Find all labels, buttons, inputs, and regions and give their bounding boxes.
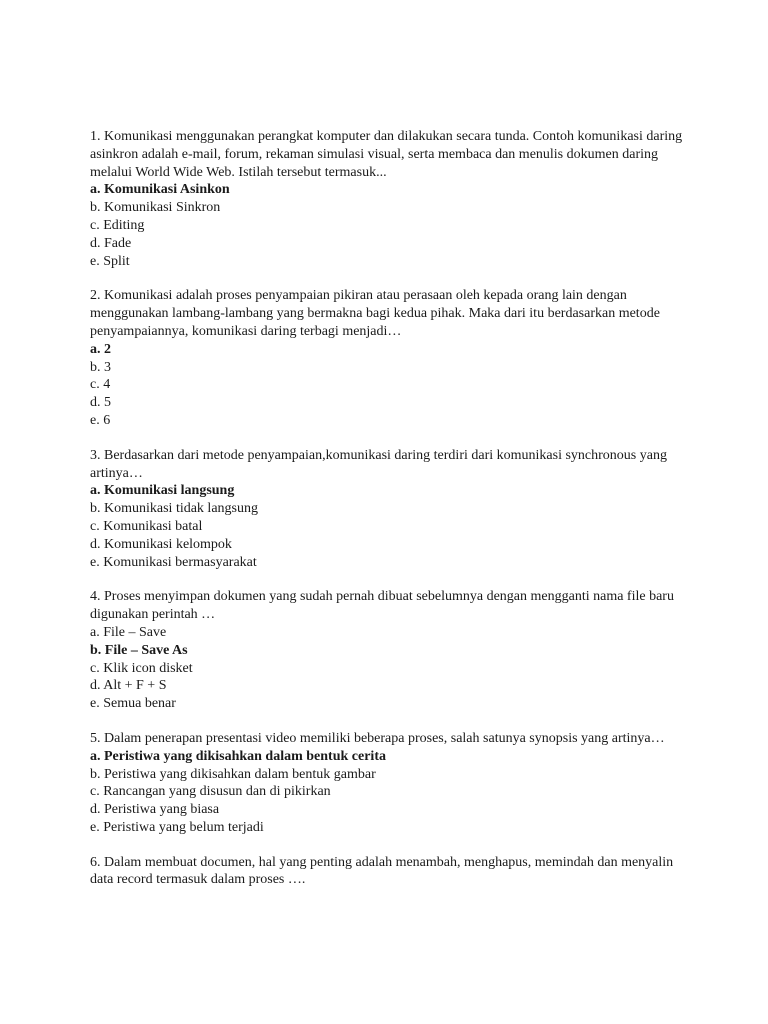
option-c: c. Rancangan yang disusun dan di pikirkan [90,784,331,800]
options-list [90,181,690,270]
option-e: e. 6 [90,412,111,428]
option-c: c. Klik icon disket [90,660,193,676]
question-6 [90,854,690,890]
option-e: e. Split [90,253,130,269]
option-b: b. Komunikasi Sinkron [90,200,221,216]
option-a-correct: a. Komunikasi Asinkon [90,182,230,198]
question-3 [90,447,690,572]
question-4 [90,588,690,713]
document-page [90,128,690,906]
option-b-correct: b. File – Save As [90,642,188,658]
question-text: 6. Dalam membuat documen, hal yang penting adalah menambah, menghapus, memindah dan menyalin data record termasuk dalam proses …. [90,854,674,888]
option-c: c. Komunikasi batal [90,518,203,534]
options-list [90,748,690,837]
options-list [90,624,690,713]
option-e: e. Komunikasi bermasyarakat [90,554,257,570]
question-text: 2. Komunikasi adalah proses penyampaian pikiran atau perasaan oleh kepada orang lain dengan menggunakan lambang-lambang yang bermakna bagi kedua pihak. Maka dari itu berdasarkan metode penyampaiannya, komunikasi daring terbagi menjadi… [90,288,660,339]
question-1 [90,128,690,270]
option-e: e. Peristiwa yang belum terjadi [90,819,264,835]
option-c: c. Editing [90,217,145,233]
options-list [90,482,690,571]
question-text: 5. Dalam penerapan presentasi video memiliki beberapa proses, salah satunya synopsis yang artinya… [90,730,665,746]
question-2 [90,287,690,429]
option-a-correct: a. 2 [90,341,111,357]
question-text: 1. Komunikasi menggunakan perangkat komputer dan dilakukan secara tunda. Contoh komunikasi daring asinkron adalah e-mail, forum, rekaman simulasi visual, serta membaca dan menulis dokumen daring melalui World Wide Web. Istilah tersebut termasuk... [90,129,683,180]
option-b: b. Peristiwa yang dikisahkan dalam bentuk gambar [90,766,376,782]
option-d: d. Fade [90,235,132,251]
options-list [90,341,690,430]
question-5 [90,730,690,837]
option-a: a. File – Save [90,624,167,640]
option-c: c. 4 [90,377,111,393]
option-a-correct: a. Komunikasi langsung [90,483,235,499]
option-d: d. Peristiwa yang biasa [90,802,220,818]
question-text: 4. Proses menyimpan dokumen yang sudah pernah dibuat sebelumnya dengan mengganti nama file baru digunakan perintah … [90,589,674,623]
option-d: d. Komunikasi kelompok [90,536,232,552]
option-e: e. Semua benar [90,696,176,712]
question-text: 3. Berdasarkan dari metode penyampaian,komunikasi daring terdiri dari komunikasi synchronous yang artinya… [90,447,667,481]
option-d: d. 5 [90,395,111,411]
option-a-correct: a. Peristiwa yang dikisahkan dalam bentuk cerita [90,748,386,764]
option-d: d. Alt + F + S [90,678,167,694]
option-b: b. 3 [90,359,111,375]
option-b: b. Komunikasi tidak langsung [90,501,258,517]
